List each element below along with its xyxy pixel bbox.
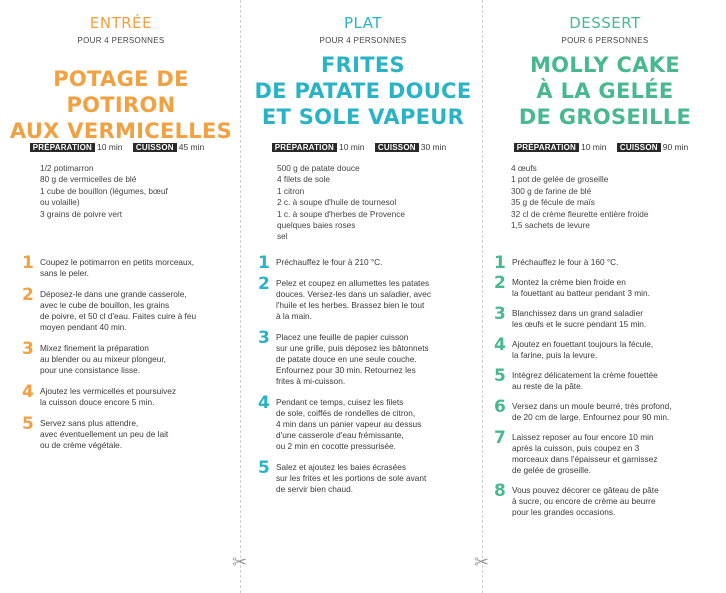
step-item [22, 253, 234, 279]
recipe-title [484, 52, 726, 130]
ingredient-item: 500 g de patate douce [277, 163, 360, 173]
step-text-line: Placez une feuille de papier cuisson [276, 332, 409, 342]
step-text-line: Montez la crème bien froide en [512, 277, 626, 287]
step-item [494, 428, 722, 476]
step-text-line: de gelée de groseille. [512, 465, 591, 475]
ingredient-item: ou volaille) [40, 197, 80, 208]
step-text-line: de patate douce en une seule couche. [276, 354, 417, 364]
cook-time: 45 min [178, 142, 205, 152]
step-text-line: de poivre, et 50 cl d'eau. Faites cuire à feu [40, 311, 197, 321]
step-text-line: la cuisson douce encore 5 min. [40, 397, 155, 407]
times-row [242, 142, 484, 152]
step-item [494, 273, 722, 299]
step-text-line: à la main. [276, 311, 312, 321]
step-text-line: ou 2 min en cocotte pressurisée. [276, 441, 396, 451]
step-text-line: pour une consistance lisse. [40, 365, 141, 375]
title-line: FRITES [321, 53, 405, 77]
recipe-title [0, 66, 242, 144]
step-text-line: Salez et ajoutez les baies écrasées [276, 462, 407, 472]
step-text-line: les œufs et le sucre pendant 15 min. [512, 319, 647, 329]
step-number: 6 [494, 397, 506, 417]
cook-label: CUISSON [375, 143, 419, 152]
recipe-title [242, 52, 484, 130]
step-text-line: Servez sans plus attendre, [40, 418, 139, 428]
ingredient-item: 1,5 sachets de levure [511, 220, 590, 231]
step-text-line: l'huile et les herbes. Brassez bien le tout [276, 300, 425, 310]
step-text-line: sans le peler. [40, 268, 89, 278]
step-text-line: après la cuisson, puis coupez en 3 [512, 443, 640, 453]
prep-time: 10 min [338, 142, 365, 152]
step-number: 1 [494, 253, 506, 273]
times-row [0, 142, 242, 152]
step-text-line: Ajoutez les vermicelles et poursuivez [40, 386, 177, 396]
ingredient-item: sel [277, 231, 288, 242]
ingredient-item: 35 g de fécule de maïs [511, 197, 595, 208]
cook-time: 90 min [662, 142, 689, 152]
step-text-line: de servir bien chaud. [276, 484, 354, 494]
ingredient-item: quelques baies roses [277, 220, 356, 231]
ingredient-item: 1 c. à soupe d'herbes de Provence [277, 208, 405, 219]
ingredient-item: 1 citron [277, 185, 305, 196]
step-text-line: de sole, coiffés de rondelles de citron, [276, 408, 416, 418]
step-item [494, 366, 722, 392]
step-item [258, 253, 480, 273]
scissors-icon: ✂ [232, 552, 248, 572]
step-text-line: avec le cube de bouillon, les grains [40, 300, 170, 310]
step-text-line: sur les frites et les portions de sole avant [276, 473, 427, 483]
step-number: 3 [494, 304, 506, 324]
step-text-line: ou de crème végétale. [40, 440, 123, 450]
step-text-line: à sucre, ou encore de crème au beurre [512, 496, 656, 506]
step-text-line: Ajoutez en fouettant toujours la fécule, [512, 339, 654, 349]
step-text-line: sur une grille, puis déposez les bâtonnets [276, 343, 429, 353]
step-number: 4 [494, 335, 506, 355]
step-item [494, 253, 722, 273]
step-text-line: avec éventuellement un peu de lait [40, 429, 169, 439]
course-label: PLAT [343, 14, 382, 32]
step-number: 2 [22, 285, 34, 305]
step-item [258, 393, 480, 452]
step-text-line: Préchauffez le four à 160 °C. [512, 257, 619, 267]
step-text-line: pour les grandes occasions. [512, 507, 616, 517]
step-text-line: au blender ou au mixeur plongeur, [40, 354, 166, 364]
servings: POUR 4 PERSONNES [319, 36, 407, 45]
step-item [494, 397, 722, 423]
step-text-line: frites à mi-cuisson. [276, 376, 346, 386]
step-number: 4 [258, 393, 270, 413]
title-line: AUX VERMICELLES [9, 119, 233, 143]
prep-time: 10 min [580, 142, 607, 152]
step-number: 5 [494, 366, 506, 386]
step-number: 7 [494, 428, 506, 448]
step-item [258, 458, 480, 495]
ingredient-item: 3 grains de poivre vert [40, 208, 123, 219]
prep-label: PRÉPARATION [30, 143, 95, 152]
step-text-line: de 20 cm de large. Enfournez pour 90 min. [512, 412, 670, 422]
prep-time: 10 min [96, 142, 123, 152]
step-text-line: Préchauffez le four à 210 °C. [276, 257, 383, 267]
step-number: 2 [494, 273, 506, 293]
ingredient-item: 4 filets de sole [277, 174, 331, 185]
step-text-line: la farine, puis la levure. [512, 350, 598, 360]
step-number: 1 [258, 253, 270, 273]
ingredient-list [511, 163, 711, 231]
step-number: 5 [258, 458, 270, 478]
step-item [22, 382, 234, 408]
step-text-line: moyen pendant 40 min. [40, 322, 127, 332]
step-text-line: d'une casserole d'eau frémissante, [276, 430, 404, 440]
ingredient-item: 80 g de vermicelles de blé [40, 174, 137, 185]
step-number: 4 [22, 382, 34, 402]
step-list [494, 253, 722, 527]
step-text-line: Mixez finement la préparation [40, 343, 149, 353]
ingredient-list [277, 163, 467, 243]
step-text-line: Enfournez pour 30 min. Retournez les [276, 365, 416, 375]
step-text-line: Vous pouvez décorer ce gâteau de pâte [512, 485, 659, 495]
step-text-line: la fouettant au batteur pendant 3 min. [512, 288, 650, 298]
title-line: DE PATATE DOUCE [254, 79, 472, 103]
servings: POUR 4 PERSONNES [77, 36, 165, 45]
step-number: 2 [258, 274, 270, 294]
step-number: 8 [494, 481, 506, 501]
step-text-line: morceaux dans l'épaisseur et garnissez [512, 454, 658, 464]
times-row [484, 142, 726, 152]
recipe-card-entree [0, 0, 242, 593]
ingredient-list [40, 163, 230, 220]
scissors-icon: ✂ [474, 552, 490, 572]
step-text-line: Coupez le potimarron en petits morceaux, [40, 257, 195, 267]
step-text-line: Déposez-le dans une grande casserole, [40, 289, 187, 299]
step-item [22, 339, 234, 376]
step-text-line: Pendant ce temps, cuisez les filets [276, 397, 404, 407]
step-text-line: Versez dans un moule beurré, très profond, [512, 401, 672, 411]
step-text-line: Laissez reposer au four encore 10 min [512, 432, 654, 442]
step-list [22, 253, 234, 461]
step-item [22, 285, 234, 333]
step-list [258, 253, 480, 505]
ingredient-item: 1 pot de gelée de groseille [511, 174, 609, 185]
ingredient-item: 4 œufs [511, 163, 537, 173]
title-line: À LA GELÉE [536, 79, 674, 103]
step-text-line: Blanchissez dans un grand saladier [512, 308, 643, 318]
prep-label: PRÉPARATION [514, 143, 579, 152]
step-item [258, 274, 480, 322]
course-label: DESSERT [569, 14, 641, 32]
recipe-card-plat [242, 0, 484, 593]
step-item [258, 328, 480, 387]
ingredient-item: 300 g de farine de blé [511, 185, 592, 196]
cook-time: 30 min [420, 142, 447, 152]
ingredient-item: 1 cube de bouillon (légumes, bœuf [40, 185, 168, 196]
title-line: POTAGE DE POTIRON [53, 67, 189, 117]
step-text-line: 4 min dans un panier vapeur au dessus [276, 419, 422, 429]
title-line: DE GROSEILLE [518, 105, 692, 129]
recipe-card-dessert [484, 0, 726, 593]
step-number: 5 [22, 414, 34, 434]
ingredient-item: 1/2 potimarron [40, 163, 94, 173]
ingredient-item: 32 cl de crème fleurette entière froide [511, 208, 649, 219]
servings: POUR 6 PERSONNES [561, 36, 649, 45]
cook-label: CUISSON [617, 143, 661, 152]
ingredient-item: 2 c. à soupe d'huile de tournesol [277, 197, 397, 208]
prep-label: PRÉPARATION [272, 143, 337, 152]
step-number: 1 [22, 253, 34, 273]
step-text-line: Pelez et coupez en allumettes les patates [276, 278, 430, 288]
step-item [494, 304, 722, 330]
step-item [494, 335, 722, 361]
course-label: ENTRÉE [89, 14, 153, 32]
title-line: MOLLY CAKE [529, 53, 681, 77]
step-number: 3 [258, 328, 270, 348]
step-number: 3 [22, 339, 34, 359]
cook-label: CUISSON [133, 143, 177, 152]
title-line: ET SOLE VAPEUR [261, 105, 465, 129]
step-text-line: Intégrez délicatement la crème fouettée [512, 370, 658, 380]
step-text-line: douces. Versez-les dans un saladier, avec [276, 289, 431, 299]
step-text-line: au reste de la pâte. [512, 381, 584, 391]
step-item [22, 414, 234, 451]
step-item [494, 481, 722, 518]
